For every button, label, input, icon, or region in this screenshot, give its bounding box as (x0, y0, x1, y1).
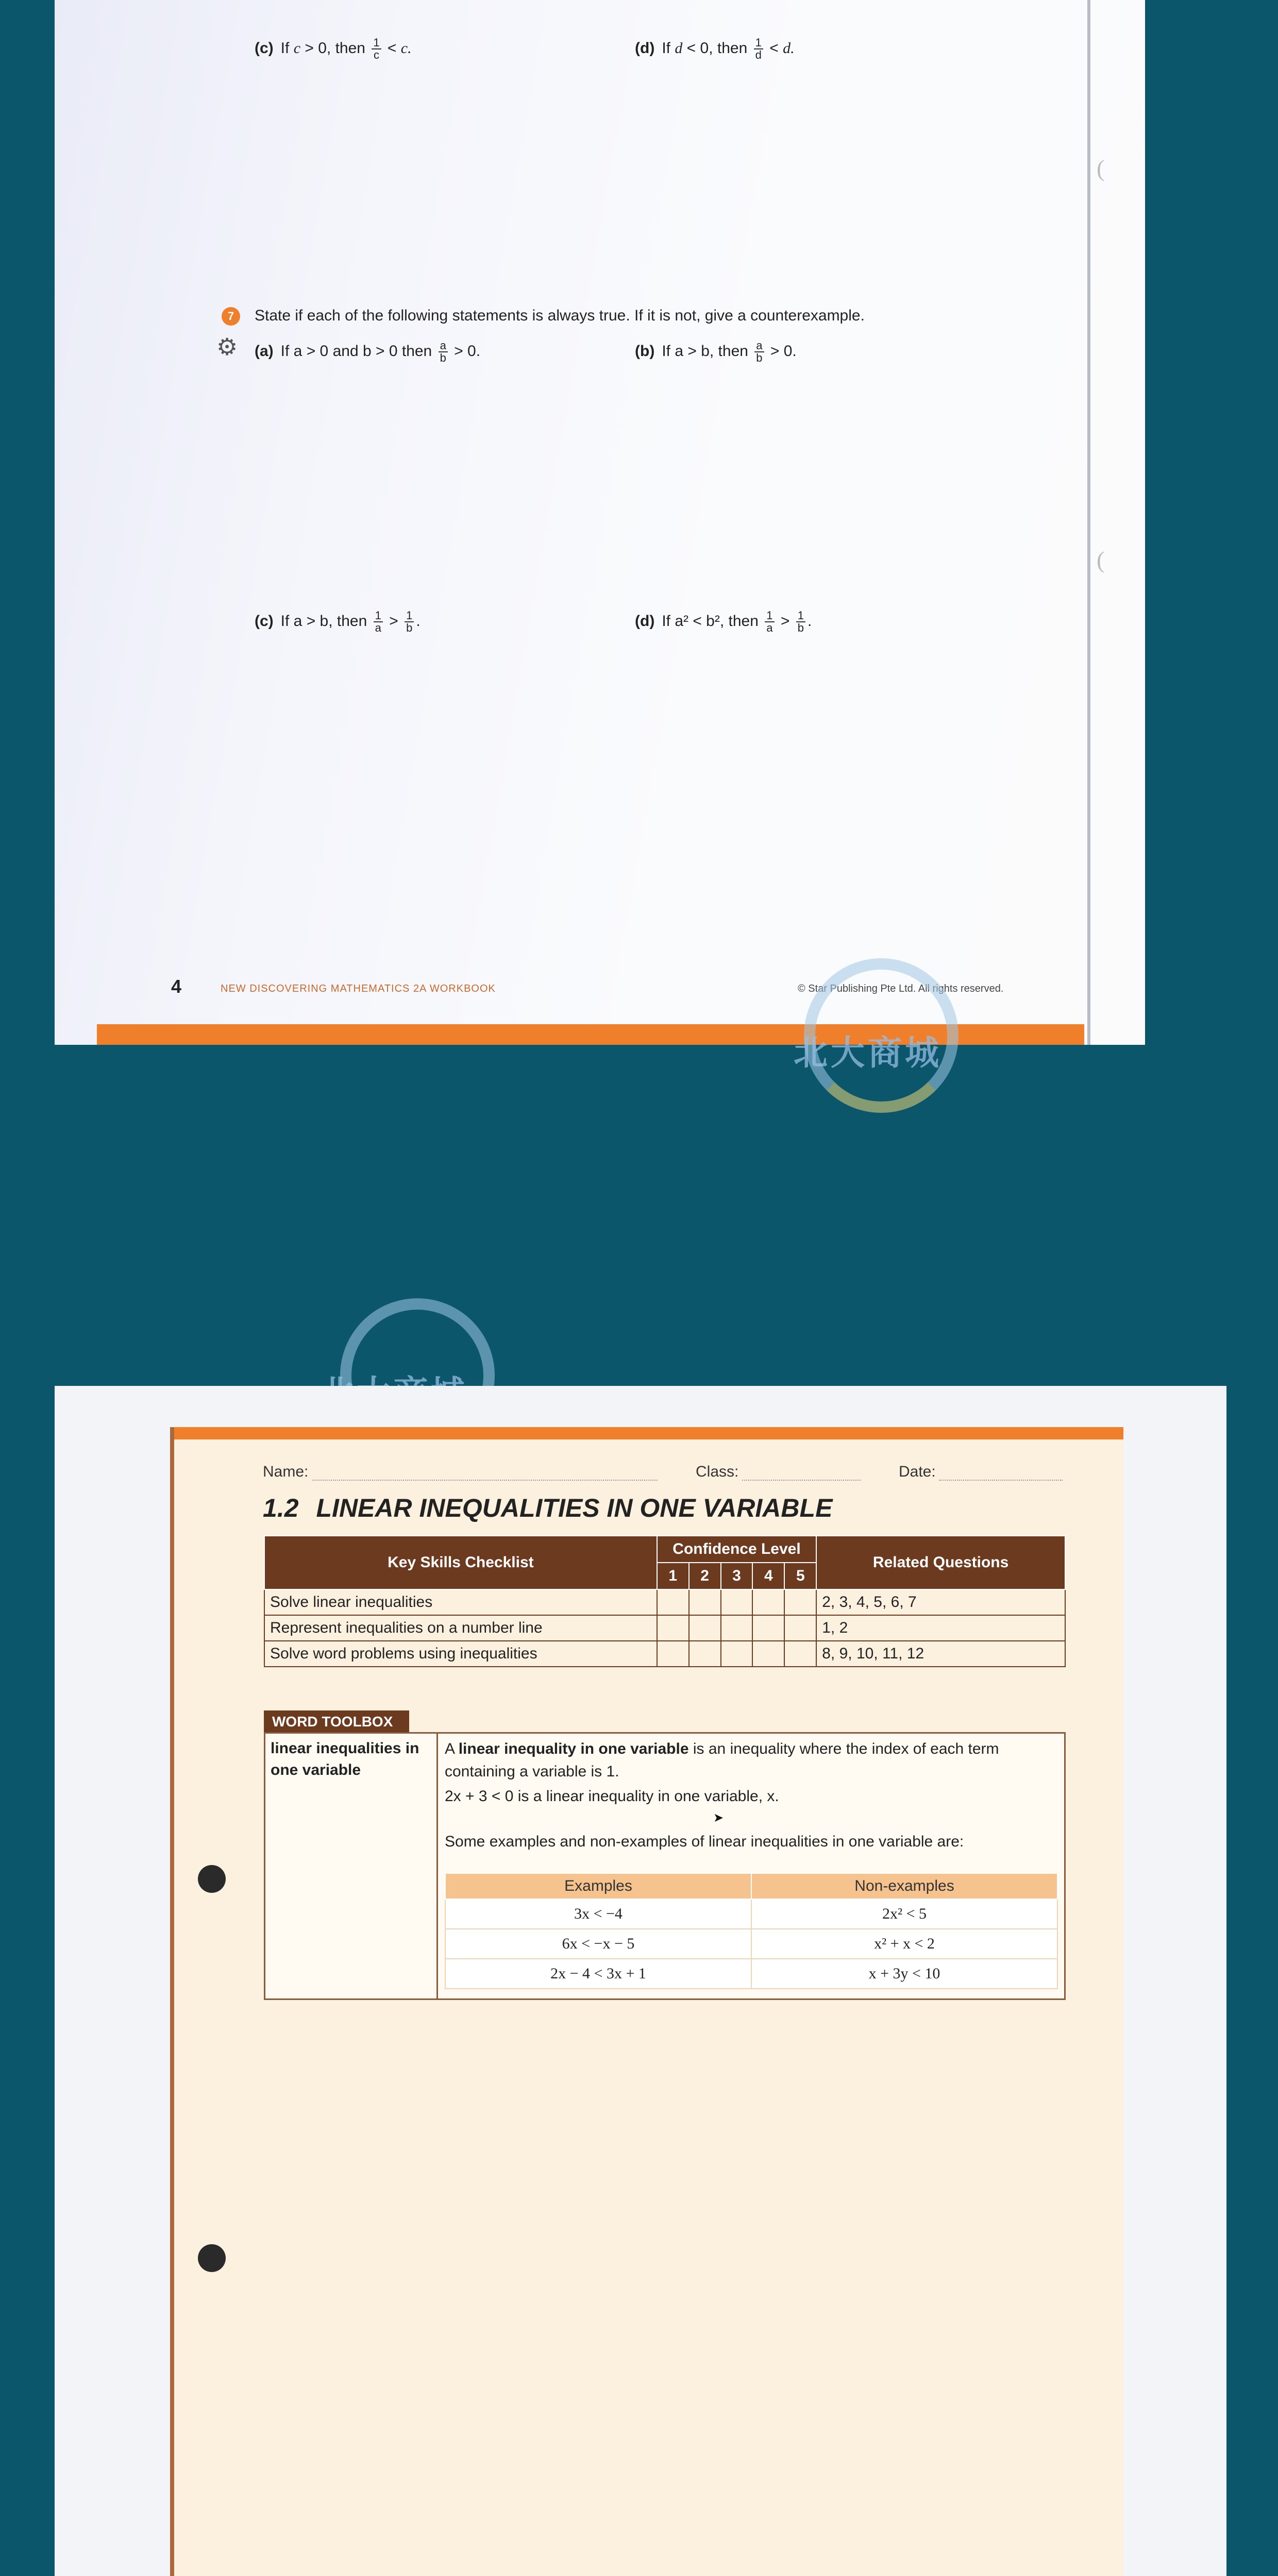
cursor-icon: ➤ (713, 1811, 724, 1825)
fraction: $\frac{1}{a}$ (765, 610, 774, 634)
confidence-checkbox[interactable] (752, 1589, 784, 1615)
question-7-prompt: State if each of the following statements is always true. If it is not, give a counterexample. (255, 307, 865, 324)
confidence-checkbox[interactable] (721, 1589, 753, 1615)
related-cell: 1, 2 (816, 1615, 1065, 1641)
example-cell: 3x < −4 (445, 1899, 751, 1929)
fraction: $\frac{a}{b}$ (754, 340, 764, 364)
table-row (445, 1899, 1057, 1929)
examples-header: Examples (445, 1873, 751, 1899)
nonexample-cell: x + 3y < 10 (751, 1959, 1057, 1989)
example-cell: 6x < −x − 5 (445, 1929, 751, 1959)
confidence-checkbox[interactable] (689, 1641, 721, 1667)
fraction: $\frac{1}{b}$ (405, 610, 414, 634)
confidence-checkbox[interactable] (752, 1641, 784, 1667)
level-4: 4 (752, 1563, 784, 1589)
binder-hole (198, 1865, 226, 1893)
name-line[interactable] (312, 1480, 658, 1481)
confidence-checkbox[interactable] (784, 1615, 816, 1641)
confidence-checkbox[interactable] (657, 1641, 689, 1667)
key-skills-checklist (264, 1535, 1066, 1667)
table-row (264, 1615, 1065, 1641)
class-label: Class: (696, 1463, 739, 1480)
page-number: 4 (171, 976, 182, 997)
word-toolbox (264, 1732, 1066, 2000)
gear-icon: ⚙ (216, 333, 238, 360)
question-7c: (c) If a > b, then $\frac{1}{a}$ > $\frac{1}{b}$ . (255, 609, 421, 634)
watermark-logo (794, 958, 969, 1133)
header-skills: Key Skills Checklist (264, 1536, 657, 1589)
question-7b: (b) If a > b, then $\frac{a}{b}$ > 0. (635, 339, 797, 364)
confidence-checkbox[interactable] (689, 1615, 721, 1641)
skill-cell: Solve word problems using inequalities (264, 1641, 657, 1667)
confidence-checkbox[interactable] (689, 1589, 721, 1615)
confidence-checkbox[interactable] (752, 1615, 784, 1641)
divider (436, 1734, 438, 1998)
nonexample-cell: x² + x < 2 (751, 1929, 1057, 1959)
fraction: $\frac{1}{d}$ (754, 37, 763, 61)
level-1: 1 (657, 1563, 689, 1589)
table-row (445, 1959, 1057, 1989)
level-2: 2 (689, 1563, 721, 1589)
confidence-checkbox[interactable] (721, 1615, 753, 1641)
book-title: NEW DISCOVERING MATHEMATICS 2A WORKBOOK (221, 983, 496, 994)
nonexamples-header: Non-examples (751, 1873, 1057, 1899)
copyright: © Star Publishing Pte Ltd. All rights reserved. (798, 983, 1004, 994)
fraction: $\frac{1}{a}$ (374, 610, 383, 634)
class-line[interactable] (742, 1480, 861, 1481)
toolbox-definition (445, 1738, 1058, 1853)
workbook-page-4 (55, 0, 1145, 1045)
question-7d: (d) If a² < b², then $\frac{1}{a}$ > $\frac{1}{b}$ . (635, 609, 812, 634)
confidence-checkbox[interactable] (657, 1615, 689, 1641)
nonexample-cell: 2x² < 5 (751, 1899, 1057, 1929)
fraction: $\frac{1}{c}$ (372, 37, 381, 61)
examples-intro: Some examples and non-examples of linear inequalities in one variable are: (445, 1833, 964, 1850)
name-label: Name: (263, 1463, 309, 1480)
date-line[interactable] (939, 1480, 1063, 1481)
example-cell: 2x − 4 < 3x + 1 (445, 1959, 751, 1989)
skill-cell: Represent inequalities on a number line (264, 1615, 657, 1641)
confidence-checkbox[interactable] (784, 1641, 816, 1667)
confidence-checkbox[interactable] (657, 1589, 689, 1615)
confidence-checkbox[interactable] (721, 1641, 753, 1667)
page-edge (1087, 0, 1090, 1045)
question-number-badge: 7 (222, 307, 240, 326)
examples-table (445, 1873, 1058, 1989)
related-cell: 2, 3, 4, 5, 6, 7 (816, 1589, 1065, 1615)
watermark-text: 北大商城 (794, 1033, 942, 1072)
word-toolbox-tag: WORD TOOLBOX (264, 1710, 409, 1733)
example-line: 2x + 3 < 0 is a linear inequality in one variable, x. (445, 1788, 779, 1805)
confidence-checkbox[interactable] (784, 1589, 816, 1615)
fraction: $\frac{a}{b}$ (439, 340, 448, 364)
question-7a: (a) If a > 0 and b > 0 then $\frac{a}{b}$ > 0. (255, 339, 481, 364)
question-6d: (d) If d < 0, then $\frac{1}{d}$ < d. (635, 36, 795, 61)
definition-line: A linear inequality in one variable is an inequality where the index of each term containing a variable is 1. (445, 1740, 999, 1780)
level-5: 5 (784, 1563, 816, 1589)
related-cell: 8, 9, 10, 11, 12 (816, 1641, 1065, 1667)
date-label: Date: (899, 1463, 936, 1480)
skill-cell: Solve linear inequalities (264, 1589, 657, 1615)
table-row (264, 1589, 1065, 1615)
binder-hole (198, 2244, 226, 2272)
header-bar (173, 1427, 1123, 1439)
level-3: 3 (721, 1563, 753, 1589)
margin-mark: ( (1097, 155, 1105, 181)
margin-mark: ( (1097, 547, 1105, 573)
header-related: Related Questions (816, 1536, 1065, 1589)
question-6c: (c) If c > 0, then $\frac{1}{c}$ < c. (255, 36, 412, 61)
page-edge (170, 1427, 174, 2576)
table-row (445, 1929, 1057, 1959)
section-title: 1.2 LINEAR INEQUALITIES IN ONE VARIABLE (263, 1494, 833, 1522)
fraction: $\frac{1}{b}$ (796, 610, 805, 634)
table-row (264, 1641, 1065, 1667)
toolbox-term: linear inequalities in one variable (271, 1740, 419, 1778)
header-confidence: Confidence Level (657, 1536, 816, 1563)
